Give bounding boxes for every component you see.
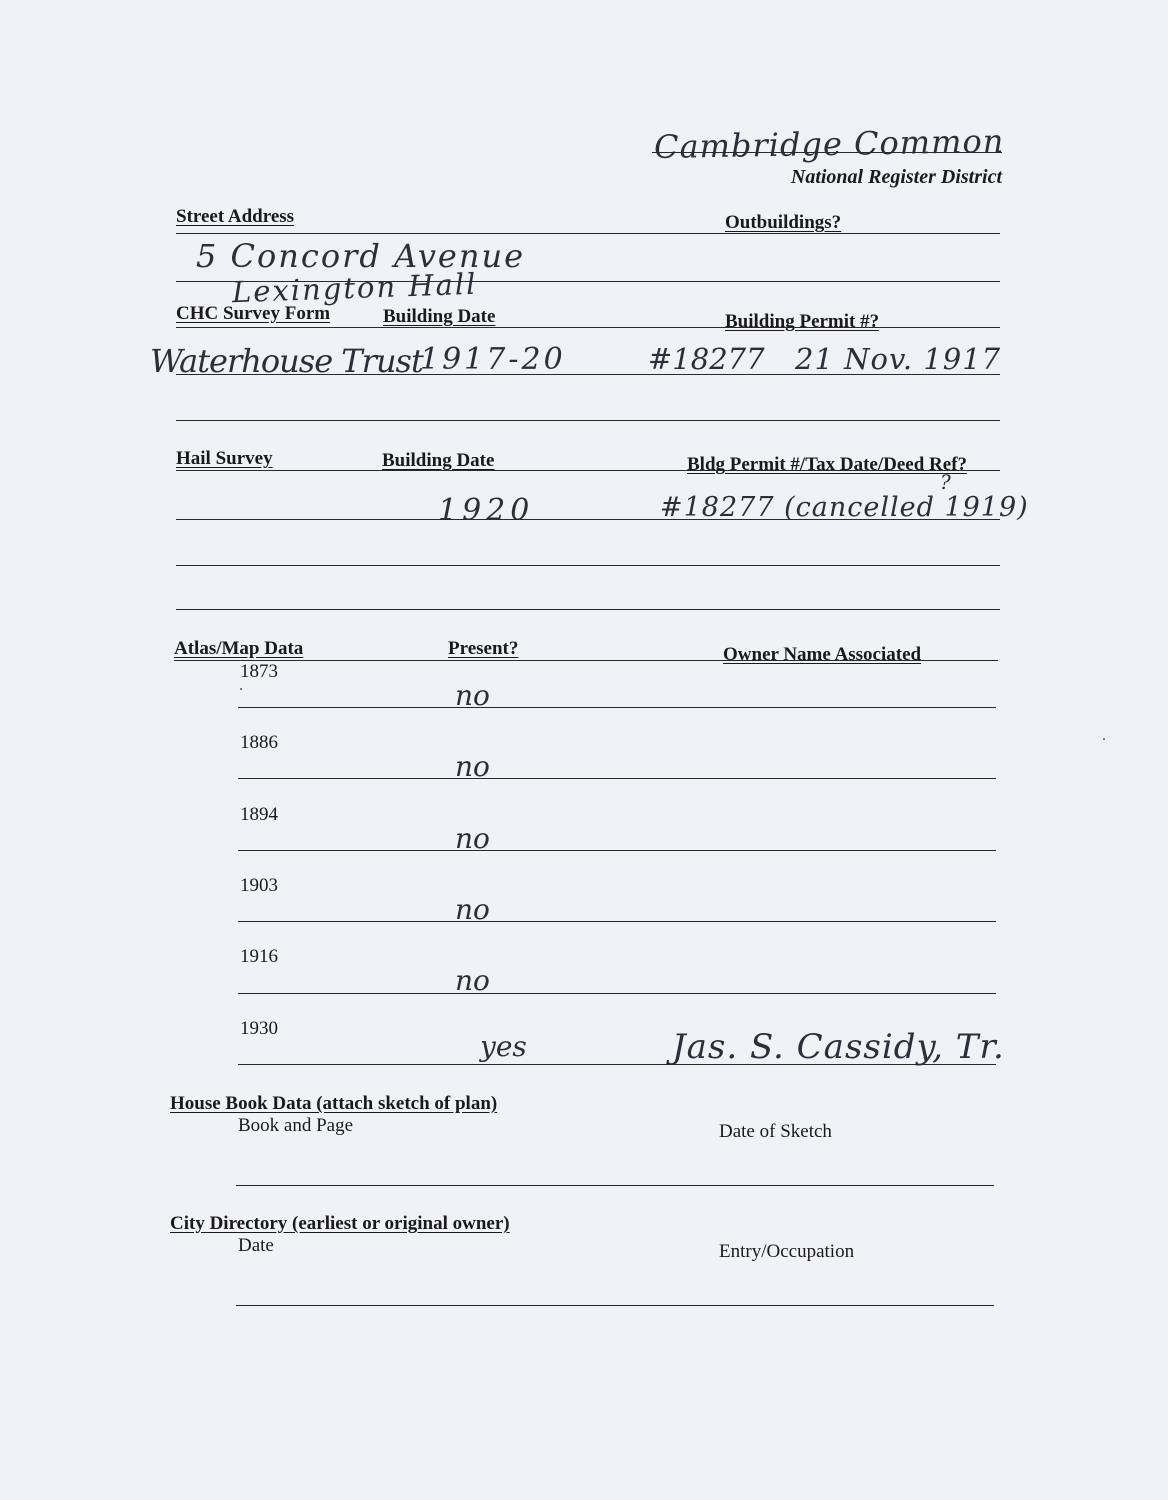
atlas-row-line [238, 921, 996, 922]
atlas-row-line [238, 1064, 996, 1065]
scan-speck [240, 688, 242, 690]
district-underline [652, 152, 1002, 153]
atlas-present-value: no [455, 679, 490, 712]
hail-value-line [176, 519, 1000, 520]
hail-extra-line-1 [176, 565, 1000, 566]
atlas-present-value: no [455, 822, 490, 855]
scan-speck [1103, 738, 1105, 740]
city-directory-line [236, 1305, 994, 1306]
hail-extra-line-2 [176, 609, 1000, 610]
chc-building-date-value: 1917-20 [420, 342, 566, 377]
district-handwritten: Cambridge Common [653, 121, 1005, 167]
atlas-year: 1916 [240, 946, 278, 967]
district-label: National Register District [790, 166, 1002, 188]
atlas-label: Atlas/Map Data [174, 638, 304, 659]
hail-permit-query-mark: ? [940, 470, 951, 494]
chc-permit-value: #18277 [648, 342, 765, 376]
city-directory-label: City Directory (earliest or original owner) [170, 1213, 510, 1234]
chc-permit-label: Building Permit #? [725, 311, 880, 332]
date-of-sketch-label: Date of Sketch [719, 1121, 832, 1142]
chc-permit-date-value: 21 Nov. 1917 [795, 342, 1002, 376]
atlas-year: 1894 [240, 804, 278, 825]
chc-survey-value: Waterhouse Trust [150, 342, 423, 380]
atlas-row-line [238, 707, 996, 708]
hail-header-line [176, 470, 1000, 471]
hail-survey-label: Hail Survey [176, 448, 273, 469]
directory-date-label: Date [238, 1235, 274, 1256]
atlas-year: 1873 [240, 661, 278, 682]
atlas-present-value: no [455, 893, 490, 926]
chc-building-date-label: Building Date [383, 306, 496, 327]
atlas-present-value: no [455, 750, 490, 783]
street-address-line [176, 233, 1000, 234]
outbuildings-label: Outbuildings? [725, 212, 842, 233]
chc-extra-line [176, 420, 1000, 421]
atlas-header-line [174, 660, 998, 661]
chc-survey-label: CHC Survey Form [176, 303, 331, 324]
atlas-year: 1886 [240, 732, 278, 753]
atlas-row-line [238, 778, 996, 779]
atlas-year: 1903 [240, 875, 278, 896]
present-label: Present? [448, 638, 519, 659]
atlas-row-line [238, 850, 996, 851]
house-book-line [236, 1185, 994, 1186]
street-address-label: Street Address [176, 206, 295, 227]
book-and-page-label: Book and Page [238, 1115, 354, 1136]
atlas-year: 1930 [240, 1018, 278, 1039]
building-name-value: Lexington Hall [231, 266, 478, 310]
hail-permit-value: #18277 (cancelled 1919) [660, 492, 1029, 523]
hail-permit-label: Bldg Permit #/Tax Date/Deed Ref? [687, 454, 968, 475]
atlas-row-line [238, 993, 996, 994]
chc-value-line [176, 374, 1000, 375]
hail-building-date-value: 1920 [438, 493, 535, 528]
atlas-present-value: yes [480, 1030, 527, 1063]
owner-name-label: Owner Name Associated [723, 644, 922, 665]
atlas-present-value: no [455, 964, 490, 997]
atlas-owner-value: Jas. S. Cassidy, Tr. [672, 1027, 1005, 1067]
chc-header-line [176, 327, 1000, 328]
house-book-label: House Book Data (attach sketch of plan) [170, 1093, 498, 1114]
entry-occupation-label: Entry/Occupation [719, 1241, 855, 1262]
hail-building-date-label: Building Date [382, 450, 495, 471]
street-address-value: 5 Concord Avenue [196, 237, 526, 275]
